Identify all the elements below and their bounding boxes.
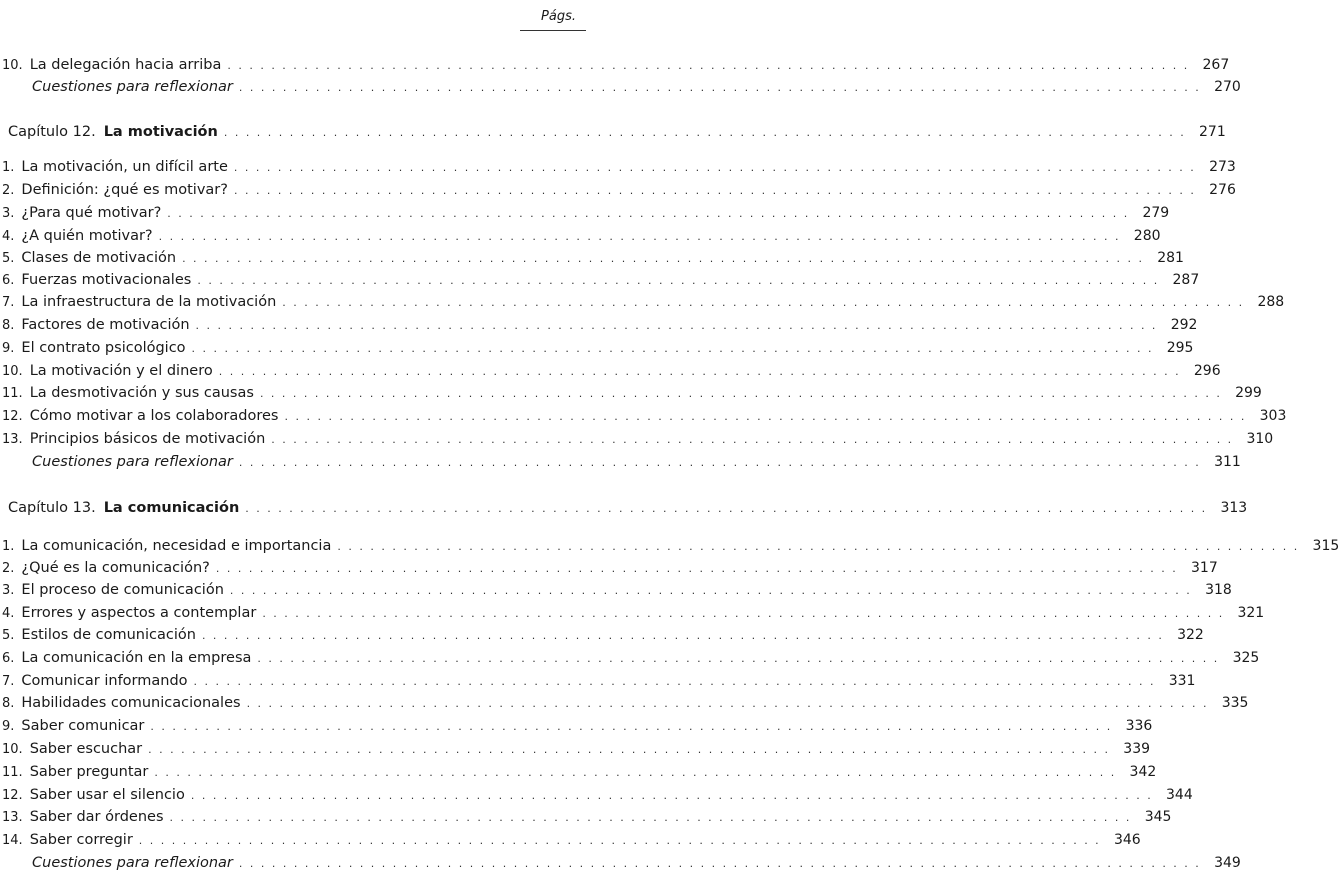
entry-page: 345 bbox=[1144, 809, 1172, 825]
entry-title: La delegación hacia arriba bbox=[29, 57, 222, 73]
dot-leader bbox=[230, 580, 1192, 602]
dot-leader bbox=[167, 203, 1129, 225]
toc-entry[interactable] bbox=[0, 337, 1194, 359]
page-header bbox=[0, 0, 600, 30]
toc-entry[interactable] bbox=[0, 829, 1141, 851]
entry-number: 5. bbox=[2, 251, 15, 266]
entry-page: 339 bbox=[1123, 741, 1151, 757]
entry-page: 281 bbox=[1157, 250, 1184, 266]
toc-entry[interactable] bbox=[0, 247, 1184, 269]
questions-title: Cuestiones para reflexionar bbox=[32, 454, 233, 470]
dot-leader bbox=[239, 452, 1201, 474]
toc-questions-entry[interactable] bbox=[0, 76, 1241, 98]
dot-leader bbox=[245, 498, 1207, 520]
entry-title: La desmotivación y sus causas bbox=[29, 385, 254, 401]
toc-entry[interactable] bbox=[0, 405, 1287, 427]
entry-title: Comunicar informando bbox=[21, 673, 188, 689]
entry-title: Saber preguntar bbox=[29, 764, 149, 780]
entry-number: 2. bbox=[2, 561, 15, 576]
entry-title: Saber comunicar bbox=[21, 718, 145, 734]
entry-number: 6. bbox=[2, 273, 15, 288]
entry-number: 8. bbox=[2, 318, 15, 333]
toc-entry[interactable] bbox=[0, 314, 1198, 336]
entry-title: Factores de motivación bbox=[21, 317, 190, 333]
dot-leader bbox=[234, 180, 1196, 202]
entry-title: Clases de motivación bbox=[21, 250, 177, 266]
toc-entry[interactable] bbox=[0, 579, 1232, 601]
dot-leader bbox=[219, 361, 1181, 383]
entry-page: 279 bbox=[1142, 205, 1170, 221]
entry-number: 7. bbox=[2, 295, 15, 310]
entry-page: 335 bbox=[1221, 695, 1249, 711]
entry-title: Estilos de comunicación bbox=[21, 627, 196, 643]
entry-title: Saber usar el silencio bbox=[29, 787, 185, 803]
entry-number: 1. bbox=[2, 160, 15, 175]
entry-title: Principios básicos de motivación bbox=[29, 431, 266, 447]
entry-number: 11. bbox=[2, 386, 23, 401]
dot-leader bbox=[337, 536, 1299, 558]
entry-number: 10. bbox=[2, 58, 23, 73]
entry-number: 7. bbox=[2, 674, 15, 689]
dot-leader bbox=[227, 55, 1189, 77]
entry-number: 12. bbox=[2, 788, 23, 803]
toc-entry[interactable] bbox=[0, 647, 1260, 669]
entry-page: 267 bbox=[1202, 57, 1230, 73]
entry-page: 295 bbox=[1166, 340, 1194, 356]
pages-column-label: Págs. bbox=[541, 9, 576, 24]
toc-entry[interactable] bbox=[0, 670, 1196, 692]
entry-number: 3. bbox=[2, 583, 15, 598]
toc-questions-entry[interactable] bbox=[0, 451, 1241, 473]
toc-questions-entry[interactable] bbox=[0, 852, 1241, 874]
entry-title: ¿A quién motivar? bbox=[21, 228, 153, 244]
entry-title: ¿Qué es la comunicación? bbox=[21, 560, 210, 576]
entry-title: Saber dar órdenes bbox=[29, 809, 164, 825]
dot-leader bbox=[224, 122, 1186, 144]
entry-number: 9. bbox=[2, 341, 15, 356]
toc-entry[interactable] bbox=[0, 202, 1170, 224]
toc-entry[interactable] bbox=[0, 382, 1262, 404]
entry-number: 13. bbox=[2, 432, 23, 447]
entry-number: 12. bbox=[2, 409, 23, 424]
entry-page: 318 bbox=[1205, 582, 1232, 598]
entry-page: 310 bbox=[1246, 431, 1274, 447]
toc-entry[interactable] bbox=[0, 156, 1236, 178]
entry-page: 292 bbox=[1170, 317, 1198, 333]
dot-leader bbox=[239, 77, 1201, 99]
dot-leader bbox=[257, 648, 1219, 670]
toc-entry[interactable] bbox=[0, 535, 1339, 557]
toc-entry[interactable] bbox=[0, 738, 1151, 760]
chapter-heading[interactable] bbox=[0, 497, 1248, 519]
entry-title: Errores y aspectos a contemplar bbox=[21, 605, 257, 621]
toc-entry[interactable] bbox=[0, 692, 1249, 714]
entry-number: 9. bbox=[2, 719, 15, 734]
entry-page: 296 bbox=[1193, 363, 1221, 379]
toc-entry[interactable] bbox=[0, 179, 1236, 201]
entry-page: 322 bbox=[1177, 627, 1204, 643]
entry-page: 276 bbox=[1209, 182, 1236, 198]
entry-page: 288 bbox=[1257, 294, 1285, 310]
toc-entry[interactable] bbox=[0, 602, 1265, 624]
dot-leader bbox=[271, 429, 1233, 451]
dot-leader bbox=[239, 853, 1201, 875]
entry-page: 273 bbox=[1209, 159, 1236, 175]
entry-page: 344 bbox=[1166, 787, 1193, 803]
dot-leader bbox=[150, 716, 1112, 738]
entry-title: La infraestructura de la motivación bbox=[21, 294, 277, 310]
entry-page: 315 bbox=[1312, 538, 1339, 554]
entry-title: La motivación y el dinero bbox=[29, 363, 213, 379]
entry-page: 321 bbox=[1237, 605, 1265, 621]
dot-leader bbox=[197, 270, 1159, 292]
toc-entry[interactable] bbox=[0, 54, 1230, 76]
dot-leader bbox=[196, 315, 1158, 337]
entry-title: La comunicación en la empresa bbox=[21, 650, 252, 666]
entry-page: 303 bbox=[1259, 408, 1287, 424]
header-rule bbox=[520, 30, 586, 31]
entry-number: 4. bbox=[2, 229, 15, 244]
chapter-number: Capítulo 13. bbox=[8, 500, 96, 516]
entry-page: 342 bbox=[1129, 764, 1157, 780]
chapter-heading[interactable] bbox=[0, 121, 1226, 143]
entry-page: 280 bbox=[1133, 228, 1161, 244]
questions-page: 270 bbox=[1214, 79, 1241, 95]
toc-entry[interactable] bbox=[0, 225, 1161, 247]
dot-leader bbox=[192, 338, 1154, 360]
entry-page: 346 bbox=[1113, 832, 1141, 848]
entry-number: 8. bbox=[2, 696, 15, 711]
chapter-page: 313 bbox=[1220, 500, 1248, 516]
toc-entry[interactable] bbox=[0, 428, 1274, 450]
entry-title: El contrato psicológico bbox=[21, 340, 186, 356]
entry-number: 3. bbox=[2, 206, 15, 221]
dot-leader bbox=[284, 406, 1246, 428]
entry-number: 13. bbox=[2, 810, 23, 825]
entry-title: Fuerzas motivacionales bbox=[21, 272, 192, 288]
toc-entry[interactable] bbox=[0, 761, 1157, 783]
entry-page: 325 bbox=[1232, 650, 1260, 666]
dot-leader bbox=[194, 671, 1156, 693]
entry-title: El proceso de comunicación bbox=[21, 582, 224, 598]
entry-title: Saber escuchar bbox=[29, 741, 143, 757]
dot-leader bbox=[170, 807, 1132, 829]
entry-title: Habilidades comunicacionales bbox=[21, 695, 241, 711]
dot-leader bbox=[247, 693, 1209, 715]
dot-leader bbox=[234, 157, 1196, 179]
toc-entry[interactable] bbox=[0, 806, 1172, 828]
entry-number: 6. bbox=[2, 651, 15, 666]
entry-page: 299 bbox=[1235, 385, 1262, 401]
dot-leader bbox=[159, 226, 1121, 248]
toc-entry[interactable] bbox=[0, 291, 1285, 313]
toc-entry[interactable] bbox=[0, 715, 1153, 737]
toc-entry[interactable] bbox=[0, 269, 1200, 291]
dot-leader bbox=[262, 603, 1224, 625]
entry-number: 2. bbox=[2, 183, 15, 198]
entry-number: 4. bbox=[2, 606, 15, 621]
dot-leader bbox=[282, 292, 1244, 314]
entry-title: La motivación, un difícil arte bbox=[21, 159, 228, 175]
dot-leader bbox=[191, 785, 1153, 807]
entry-title: Definición: ¿qué es motivar? bbox=[21, 182, 228, 198]
entry-number: 10. bbox=[2, 742, 23, 757]
dot-leader bbox=[216, 558, 1178, 580]
entry-number: 1. bbox=[2, 539, 15, 554]
toc-entry[interactable] bbox=[0, 557, 1218, 579]
questions-page: 349 bbox=[1214, 855, 1241, 871]
entry-page: 287 bbox=[1172, 272, 1200, 288]
chapter-number: Capítulo 12. bbox=[8, 124, 96, 140]
chapter-page: 271 bbox=[1199, 124, 1226, 140]
entry-number: 11. bbox=[2, 765, 23, 780]
entry-page: 336 bbox=[1125, 718, 1153, 734]
toc-entry[interactable] bbox=[0, 784, 1193, 806]
dot-leader bbox=[202, 625, 1164, 647]
entry-title: Saber corregir bbox=[29, 832, 133, 848]
questions-title: Cuestiones para reflexionar bbox=[32, 855, 233, 871]
entry-page: 331 bbox=[1168, 673, 1196, 689]
entry-title: Cómo motivar a los colaboradores bbox=[29, 408, 279, 424]
chapter-title: La motivación bbox=[103, 124, 218, 140]
dot-leader bbox=[148, 739, 1110, 761]
questions-page: 311 bbox=[1214, 454, 1241, 470]
toc-entry[interactable] bbox=[0, 624, 1204, 646]
entry-title: ¿Para qué motivar? bbox=[21, 205, 162, 221]
dot-leader bbox=[154, 762, 1116, 784]
dot-leader bbox=[139, 830, 1101, 852]
entry-number: 5. bbox=[2, 628, 15, 643]
dot-leader bbox=[260, 383, 1222, 405]
toc-entry[interactable] bbox=[0, 360, 1221, 382]
entry-title: La comunicación, necesidad e importancia bbox=[21, 538, 332, 554]
dot-leader bbox=[182, 248, 1144, 270]
entry-page: 317 bbox=[1191, 560, 1218, 576]
entry-number: 14. bbox=[2, 833, 23, 848]
questions-title: Cuestiones para reflexionar bbox=[32, 79, 233, 95]
chapter-title: La comunicación bbox=[103, 500, 240, 516]
entry-number: 10. bbox=[2, 364, 23, 379]
